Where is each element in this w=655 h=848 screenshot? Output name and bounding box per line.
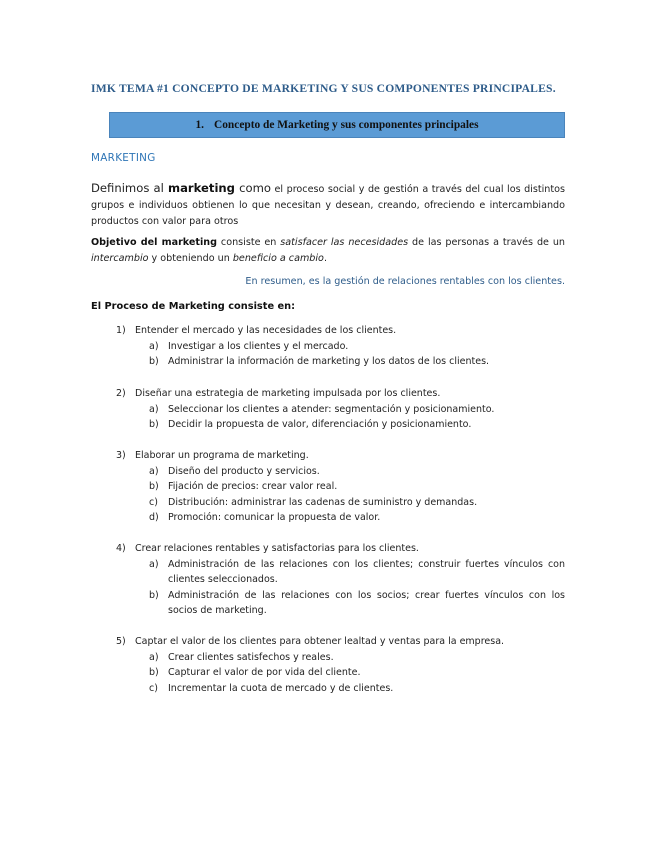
definition-paragraph [91,180,565,230]
step-number: 4) [116,543,126,554]
step-item-letter: a) [149,403,159,415]
section-label: Concepto de Marketing y sus componentes principales [214,119,479,131]
step-item-text: Capturar el valor de por vida del cliente. [168,667,361,679]
step-item-letter: b) [149,481,159,493]
step-text: Diseñar una estrategia de marketing impulsada por los clientes. [135,388,441,399]
step-item-text: Administración de las relaciones con los clientes; construir fuertes vínculos con clientes seleccionados. [168,558,565,586]
step-item-letter: b) [149,356,159,368]
step-item-letter: c) [149,496,158,508]
process-step [91,448,565,526]
objective-keyword: Objetivo del marketing [91,237,218,248]
document-title: IMK TEMA #1 CONCEPTO DE MARKETING Y SUS COMPONENTES PRINCIPALES. [91,82,556,95]
objective-text-1: consiste en [217,237,281,248]
process-step [91,386,565,433]
process-step [91,634,565,696]
step-item-letter: b) [149,667,159,679]
step-item-text: Decidir la propuesta de valor, diferenciación y posicionamiento. [168,419,472,431]
step-item-text: Promoción: comunicar la propuesta de valor. [168,512,381,524]
step-text: Entender el mercado y las necesidades de los clientes. [135,325,397,336]
process-title: El Proceso de Marketing consiste en: [91,301,296,312]
definition-body: el proceso social y de gestión a través del cual los distintos grupos e individuos obtienen lo que necesitan y desean, creando, ofreciendo e intercambiando productos con valor para otros [91,184,565,227]
objective-emphasis-2: intercambio [91,253,149,264]
objective-paragraph [91,235,565,267]
section-number: 1. [195,119,205,131]
step-item-text: Investigar a los clientes y el mercado. [168,340,349,352]
definition-lead-end: como [234,181,271,195]
step-text: Crear relaciones rentables y satisfactorias para los clientes. [135,543,419,554]
objective-text-3: y obteniendo un [148,253,233,264]
section-heading-bar [109,112,565,138]
step-item-letter: a) [149,465,159,477]
step-item-text: Fijación de precios: crear valor real. [168,481,338,493]
process-step [91,541,565,619]
step-item-letter: a) [149,558,159,570]
step-number: 5) [116,636,126,647]
definition-lead: Definimos al [91,181,169,195]
step-item-letter: b) [149,419,159,431]
definition-keyword: marketing [168,181,235,195]
step-item-text: Seleccionar los clientes a atender: segmentación y posicionamiento. [168,403,495,415]
step-item-text: Distribución: administrar las cadenas de suministro y demandas. [168,496,478,508]
step-text: Captar el valor de los clientes para obtener lealtad y ventas para la empresa. [135,636,505,647]
step-item-letter: c) [149,682,158,694]
step-item-letter: a) [149,340,159,352]
objective-text-2: de las personas a través de un [408,237,566,248]
step-number: 2) [116,388,126,399]
step-item-text: Incrementar la cuota de mercado y de clientes. [168,682,394,694]
step-number: 1) [116,325,126,336]
step-item-text: Administrar la información de marketing y los datos de los clientes. [168,356,490,368]
step-item-text: Administración de las relaciones con los socios; crear fuertes vínculos con los socios de marketing. [168,589,565,617]
summary-line: En resumen, es la gestión de relaciones rentables con los clientes. [245,276,565,287]
objective-emphasis-1: satisfacer las necesidades [280,237,409,248]
step-item-text: Diseño del producto y servicios. [168,465,320,477]
step-item-text: Crear clientes satisfechos y reales. [168,651,334,663]
step-number: 3) [116,450,126,461]
step-text: Elaborar un programa de marketing. [135,450,309,461]
objective-emphasis-3: beneficio a cambio [232,253,324,264]
step-item-letter: d) [149,512,159,524]
objective-text-4: . [323,253,327,264]
process-step [91,323,565,370]
step-item-letter: a) [149,651,159,663]
sub-heading: MARKETING [91,152,156,164]
step-item-letter: b) [149,589,159,601]
